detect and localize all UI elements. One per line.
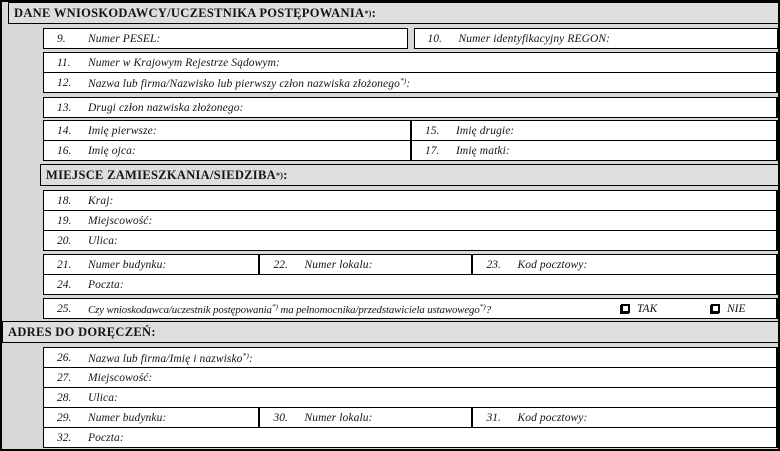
field-row-21-22-23 — [43, 254, 778, 275]
field-row-9-10 — [43, 28, 778, 49]
field-14-box[interactable] — [44, 121, 410, 140]
field-12-box[interactable] — [44, 73, 776, 92]
field-number: 24. — [57, 278, 72, 291]
field-number: 13. — [57, 101, 72, 114]
field-25-box[interactable] — [44, 299, 776, 318]
field-number: 26. — [57, 351, 72, 364]
field-number: 10. — [427, 32, 442, 45]
field-number: 19. — [57, 214, 72, 227]
field-16-box[interactable] — [44, 141, 410, 160]
field-number: 14. — [57, 124, 72, 137]
field-29-box[interactable] — [44, 408, 258, 427]
field-label: Imię pierwsze: — [88, 124, 157, 137]
checkbox-tak[interactable] — [621, 304, 630, 313]
field-row-20 — [43, 230, 778, 251]
field-31-box[interactable] — [471, 408, 776, 427]
field-row-14-15 — [43, 120, 778, 141]
field-22-box[interactable] — [258, 255, 471, 274]
field-27-box[interactable] — [44, 368, 776, 387]
field-row-28 — [43, 387, 778, 408]
field-number: 25. — [57, 302, 72, 315]
section-miejsce-zamieszkania-header: MIEJSCE ZAMIESZKANIA/SIEDZIBA *) : — [40, 164, 778, 186]
field-number: 32. — [57, 431, 72, 444]
field-number: 9. — [57, 32, 66, 45]
section-adres-do-doreczen-header: ADRES DO DORĘCZEŃ: — [2, 321, 778, 343]
section-dane-wnioskodawcy-header: DANE WNIOSKODAWCY/UCZESTNIKA POSTĘPOWANIA *) : — [8, 2, 778, 24]
field-number: 21. — [57, 258, 72, 271]
field-19-box[interactable] — [44, 211, 776, 230]
field-label: Numer lokalu: — [304, 258, 373, 271]
field-label: Ulica: — [88, 234, 118, 247]
field-number: 27. — [57, 371, 72, 384]
checkbox-option-nie — [711, 299, 746, 318]
field-28-box[interactable] — [44, 388, 776, 407]
field-15-box[interactable] — [410, 121, 776, 140]
field-label: Kod pocztowy: — [517, 411, 588, 424]
field-number: 28. — [57, 391, 72, 404]
field-row-16-17 — [43, 140, 778, 161]
field-24-box[interactable] — [44, 275, 776, 294]
field-label: Miejscowość: — [88, 371, 153, 384]
field-row-27 — [43, 367, 778, 388]
field-17-box[interactable] — [410, 141, 776, 160]
field-row-26 — [43, 347, 778, 368]
field-label: Numer lokalu: — [304, 411, 373, 424]
field-row-12 — [43, 72, 778, 93]
field-label: Numer budynku: — [88, 258, 167, 271]
field-label: Nazwa lub firma/Imię i nazwisko*): — [88, 350, 253, 365]
field-label: Miejscowość: — [88, 214, 153, 227]
field-23-box[interactable] — [471, 255, 776, 274]
field-26-box[interactable] — [44, 348, 776, 367]
field-11-box[interactable] — [44, 53, 776, 72]
field-13-box[interactable] — [44, 98, 776, 117]
footnote-marker: *) — [242, 350, 249, 360]
field-10-box[interactable] — [414, 28, 779, 49]
field-row-32 — [43, 427, 778, 448]
footnote-marker: *) — [275, 170, 284, 180]
field-number: 16. — [57, 144, 72, 157]
field-number: 29. — [57, 411, 72, 424]
field-21-box[interactable] — [44, 255, 258, 274]
field-number: 11. — [57, 56, 71, 69]
field-number: 23. — [486, 258, 501, 271]
field-row-13 — [43, 97, 778, 118]
footnote-marker: *) — [399, 75, 407, 85]
field-row-11 — [43, 52, 778, 73]
field-label: Ulica: — [88, 391, 118, 404]
field-label: Poczta: — [88, 278, 124, 291]
field-label: Czy wnioskodawca/uczestnik postępowania*) ma pełnomocnika/przedstawiciela ustawowego*)? — [88, 301, 492, 316]
field-number: 12. — [57, 76, 72, 89]
field-number: 18. — [57, 194, 72, 207]
field-number: 22. — [273, 258, 288, 271]
checkbox-label-nie: NIE — [727, 302, 746, 315]
field-label: Numer PESEL: — [88, 32, 161, 45]
field-label: Imię drugie: — [456, 124, 515, 137]
field-label: Drugi człon nazwiska złożonego: — [88, 101, 244, 114]
field-number: 15. — [425, 124, 440, 137]
checkbox-option-tak — [621, 299, 657, 318]
field-row-24 — [43, 274, 778, 295]
field-label: Imię matki: — [456, 144, 510, 157]
field-30-box[interactable] — [258, 408, 471, 427]
field-number: 30. — [273, 411, 288, 424]
field-label: Kraj: — [88, 194, 114, 207]
field-row-19 — [43, 210, 778, 231]
field-label: Numer w Krajowym Rejestrze Sądowym: — [88, 56, 280, 69]
field-label: Poczta: — [88, 431, 124, 444]
checkbox-nie[interactable] — [711, 304, 720, 313]
field-row-25 — [43, 298, 778, 319]
field-32-box[interactable] — [44, 428, 776, 447]
field-9-box[interactable] — [43, 28, 408, 49]
field-label: Numer budynku: — [88, 411, 167, 424]
field-18-box[interactable] — [44, 191, 776, 210]
field-number: 17. — [425, 144, 440, 157]
checkbox-label-tak: TAK — [637, 302, 658, 315]
field-number: 31. — [486, 411, 501, 424]
field-row-18 — [43, 190, 778, 211]
footnote-marker: *) — [271, 301, 278, 311]
field-label: Numer identyfikacyjny REGON: — [458, 32, 611, 45]
field-number: 20. — [57, 234, 72, 247]
field-label: Nazwa lub firma/Nazwisko lub pierwszy człon nazwiska złożonego*): — [88, 75, 411, 90]
footnote-marker: *) — [364, 8, 372, 18]
field-label: Imię ojca: — [88, 144, 136, 157]
field-20-box[interactable] — [44, 231, 776, 250]
field-label: Kod pocztowy: — [517, 258, 588, 271]
footnote-marker: *) — [479, 301, 486, 311]
field-row-29-30-31 — [43, 407, 778, 428]
